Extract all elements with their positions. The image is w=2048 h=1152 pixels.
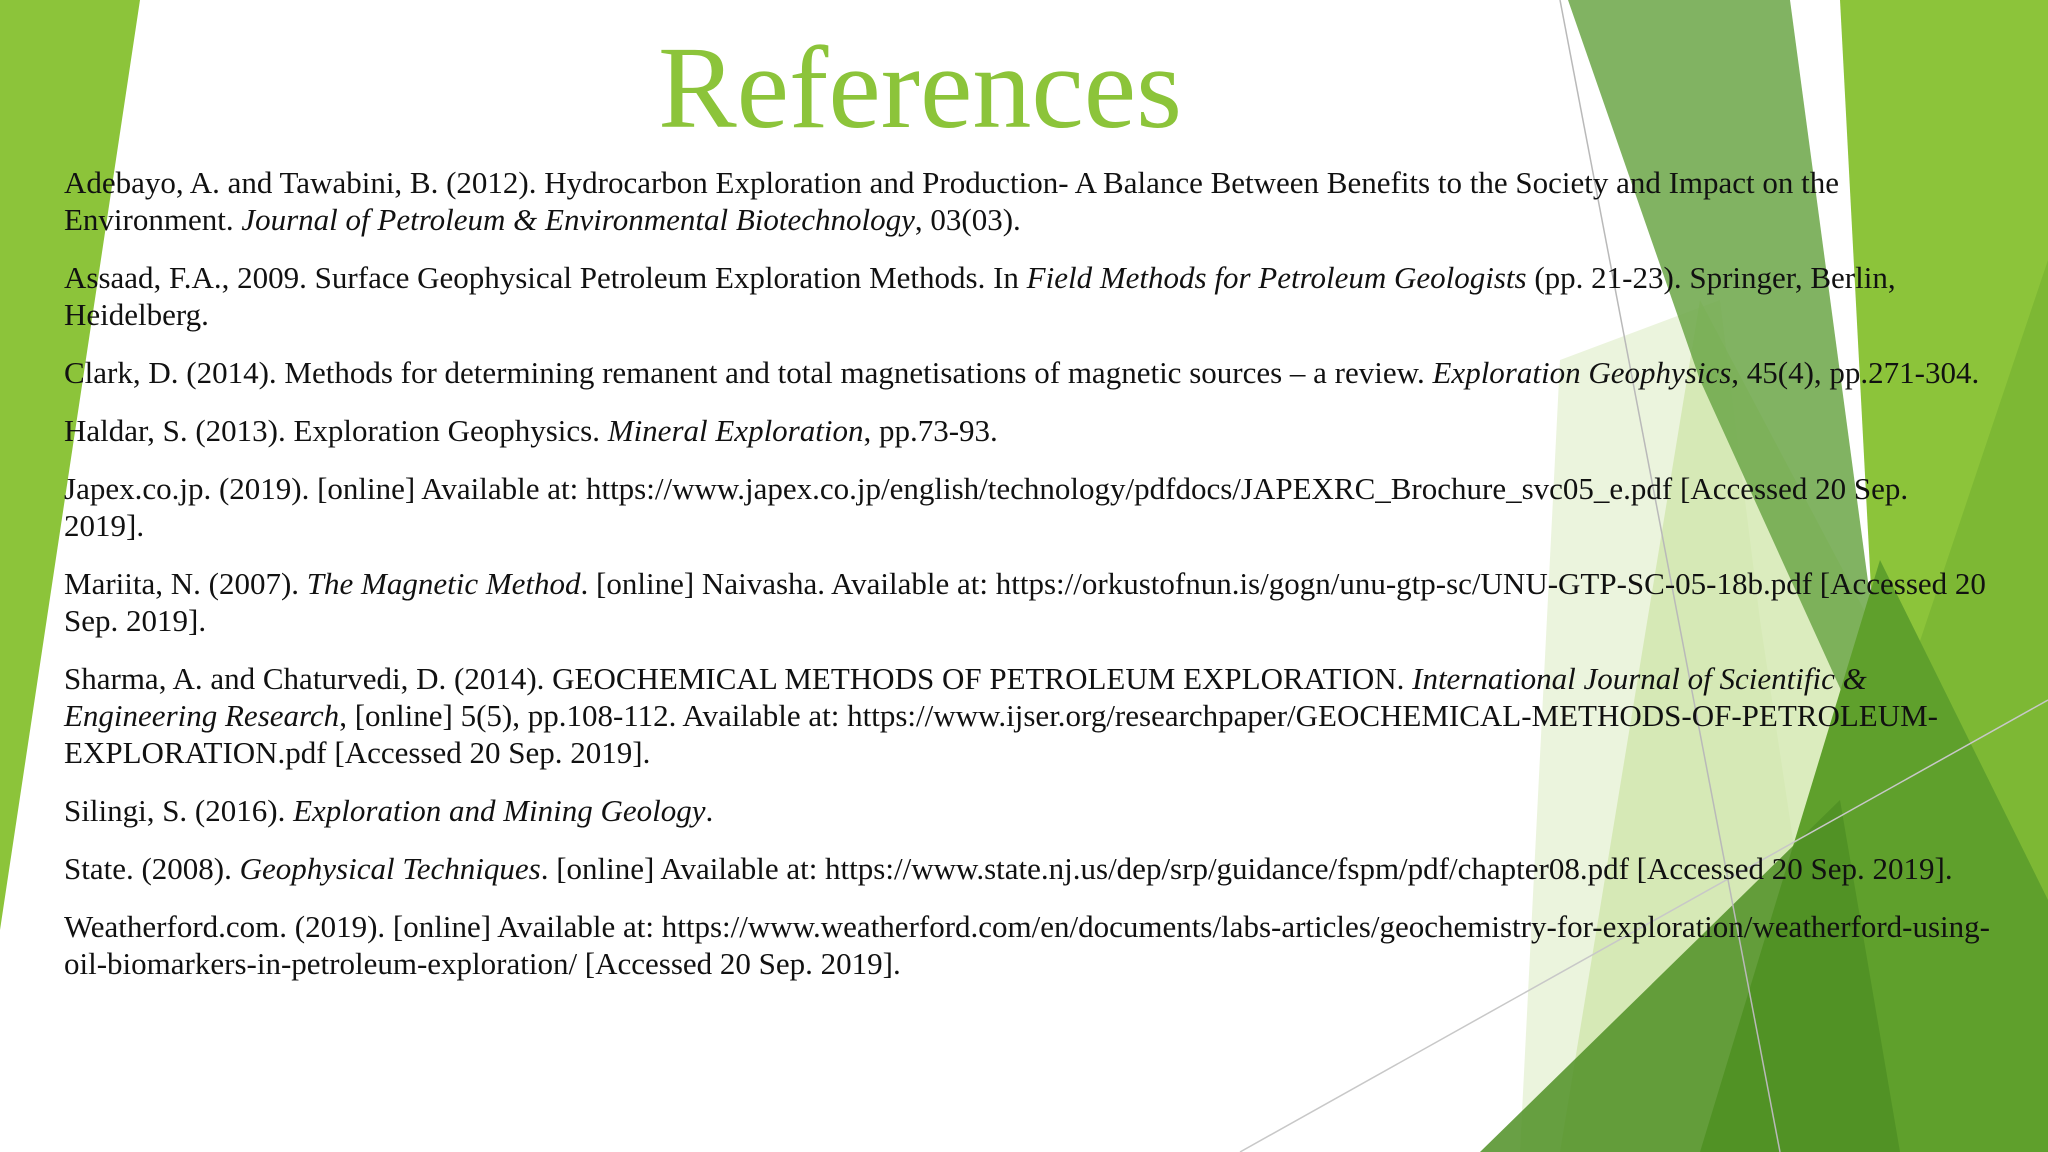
reference-item: Haldar, S. (2013). Exploration Geophysics. Mineral Exploration, pp.73-93. xyxy=(64,413,998,448)
reference-item: Silingi, S. (2016). Exploration and Mining Geology. xyxy=(64,793,714,828)
reference-item: Mariita, N. (2007). The Magnetic Method. [online] Naivasha. Available at: https://orkustofnun.is/gogn/unu-gtp-sc/UNU-GTP-SC-05-18b.pdf [Accessed 20 Sep. 2019]. xyxy=(64,566,1986,638)
reference-item: Weatherford.com. (2019). [online] Available at: https://www.weatherford.com/en/documents/labs-articles/geochemistry-for-exploration/weatherford-using-oil-biomarkers-in-petroleum-exploration/ [Accessed 20 Sep. 2019]. xyxy=(64,909,1990,981)
page-title: References xyxy=(657,22,1183,153)
reference-item: Sharma, A. and Chaturvedi, D. (2014). GEOCHEMICAL METHODS OF PETROLEUM EXPLORATION. International Journal of Scientific & Engineering Research, [online] 5(5), pp.108-112. Available at: https://www.ijser.org/researchpaper/GEOCHEMICAL-METHODS-OF-PETROLEUM-EXPLORATION.pdf [Accessed 20 Sep. 2019]. xyxy=(64,661,1938,770)
reference-item: State. (2008). Geophysical Techniques. [online] Available at: https://www.state.nj.us/dep/srp/guidance/fspm/pdf/chapter08.pdf [Accessed 20 Sep. 2019]. xyxy=(64,851,1953,886)
reference-item: Japex.co.jp. (2019). [online] Available at: https://www.japex.co.jp/english/technology/pdfdocs/JAPEXRC_Brochure_svc05_e.pdf [Accessed 20 Sep. 2019]. xyxy=(64,471,1909,543)
reference-item: Assaad, F.A., 2009. Surface Geophysical Petroleum Exploration Methods. In Field Methods for Petroleum Geologists (pp. 21-23). Springer, Berlin, Heidelberg. xyxy=(64,260,1896,332)
reference-item: Clark, D. (2014). Methods for determining remanent and total magnetisations of magnetic sources – a review. Exploration Geophysics, 45(4), pp.271-304. xyxy=(64,355,1980,390)
reference-list xyxy=(64,164,1994,1003)
reference-item: Adebayo, A. and Tawabini, B. (2012). Hydrocarbon Exploration and Production- A Balance Between Benefits to the Society and Impact on the Environment. Journal of Petroleum & Environmental Biotechnology, 03(03). xyxy=(64,165,1840,237)
